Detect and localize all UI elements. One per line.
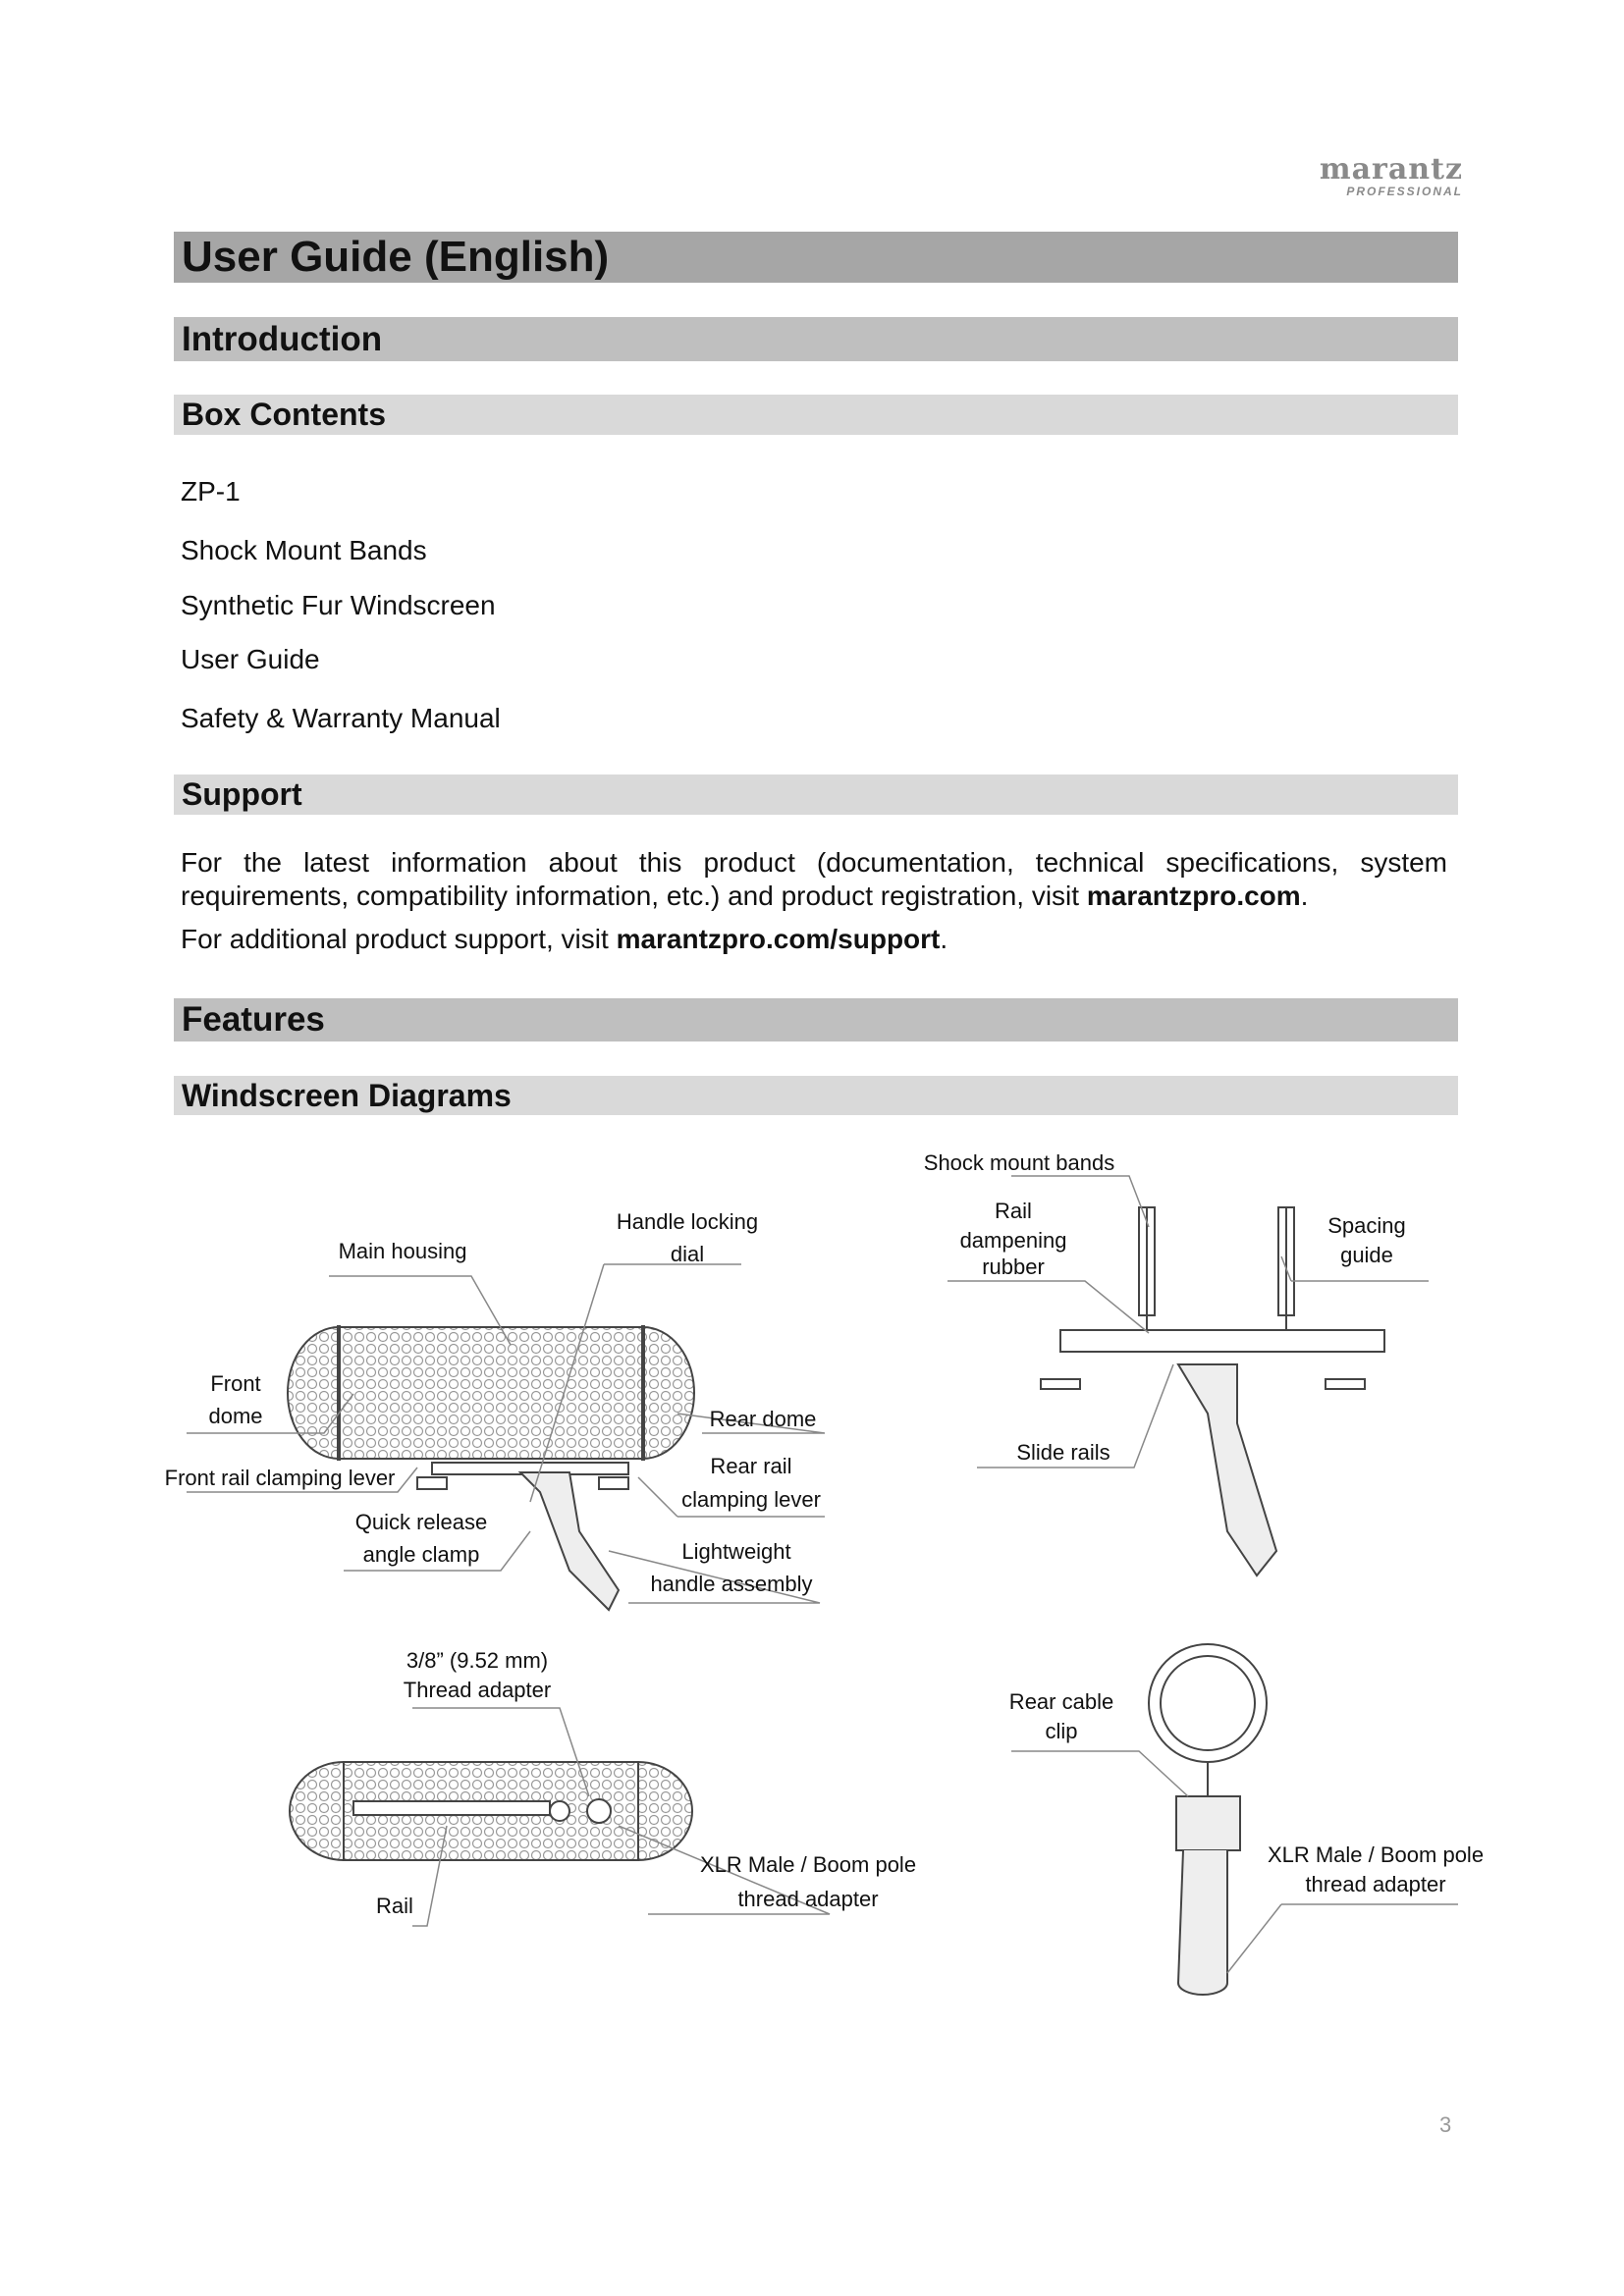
box-item: Safety & Warranty Manual — [181, 703, 501, 733]
label-handle-locking-dial: Handle locking — [616, 1209, 759, 1234]
page-number: 3 — [1439, 2112, 1452, 2137]
heading-features: Features — [174, 998, 1458, 1041]
label-xlr-boom-pole-adapter: XLR Male / Boom pole — [699, 1852, 917, 1877]
support-text: For additional product support, visit — [181, 924, 617, 954]
box-item: Synthetic Fur Windscreen — [181, 590, 496, 620]
label-lightweight-handle-assembly: handle assembly — [650, 1572, 813, 1596]
support-text: requirements, compatibility information, etc.) and product registration, visit — [181, 881, 1087, 911]
heading-windscreen-diagrams: Windscreen Diagrams — [174, 1076, 1458, 1115]
box-item: Shock Mount Bands — [181, 535, 427, 565]
label-front-rail-clamping-lever: Front rail clamping lever — [164, 1466, 396, 1490]
period: . — [1300, 881, 1309, 911]
label-lightweight-handle-assembly: Lightweight — [681, 1539, 791, 1564]
support-paragraph-line: For the latest information about this product (documentation, technical specifications, system — [181, 847, 1447, 878]
label-spacing-guide: Spacing — [1327, 1213, 1406, 1238]
label-rear-rail-clamping-lever: clamping lever — [681, 1487, 821, 1512]
label-rear-cable-clip: clip — [1045, 1719, 1078, 1743]
label-rear-rail-clamping-lever: Rear rail — [710, 1454, 792, 1478]
marantz-professional-logo: marantz PROFESSIONAL — [1319, 152, 1463, 198]
label-quick-release-angle-clamp: angle clamp — [362, 1542, 480, 1567]
label-front-dome: Front — [210, 1371, 261, 1396]
label-quick-release-angle-clamp: Quick release — [354, 1510, 488, 1534]
label-front-dome: dome — [208, 1404, 263, 1428]
label-spacing-guide: guide — [1340, 1243, 1393, 1267]
label-thread-adapter: Thread adapter — [403, 1678, 552, 1702]
label-rail-dampening-rubber: dampening — [959, 1228, 1067, 1253]
label-rail: Rail — [376, 1894, 413, 1918]
shock-mount-view — [1041, 1207, 1384, 1575]
box-item: ZP-1 — [181, 476, 241, 507]
shock-mount-rear-view — [1149, 1644, 1267, 1995]
period: . — [940, 924, 948, 954]
label-xlr-boom-pole-adapter-rear: XLR Male / Boom pole — [1267, 1842, 1485, 1867]
label-xlr-boom-pole-adapter: thread adapter — [737, 1887, 879, 1911]
support-link[interactable]: marantzpro.com — [1086, 881, 1301, 911]
box-item: User Guide — [181, 644, 320, 674]
label-xlr-boom-pole-adapter-rear: thread adapter — [1305, 1872, 1446, 1896]
label-handle-locking-dial: dial — [670, 1242, 705, 1266]
label-rear-dome: Rear dome — [709, 1407, 817, 1431]
label-rail-dampening-rubber: rubber — [982, 1255, 1045, 1279]
heading-introduction: Introduction — [174, 317, 1458, 361]
label-rail-dampening-rubber: Rail — [995, 1199, 1032, 1223]
label-slide-rails: Slide rails — [1016, 1440, 1110, 1465]
label-main-housing: Main housing — [338, 1239, 467, 1263]
label-rear-cable-clip: Rear cable — [1008, 1689, 1114, 1714]
label-shock-mount-bands: Shock mount bands — [923, 1150, 1115, 1175]
support-link[interactable]: marantzpro.com/support — [616, 924, 941, 954]
label-thread-adapter: 3/8” (9.52 mm) — [406, 1648, 549, 1673]
windscreen-bottom-view — [290, 1762, 692, 1860]
page-title: User Guide (English) — [174, 232, 1458, 283]
heading-support: Support — [174, 774, 1458, 815]
heading-box-contents: Box Contents — [174, 395, 1458, 435]
